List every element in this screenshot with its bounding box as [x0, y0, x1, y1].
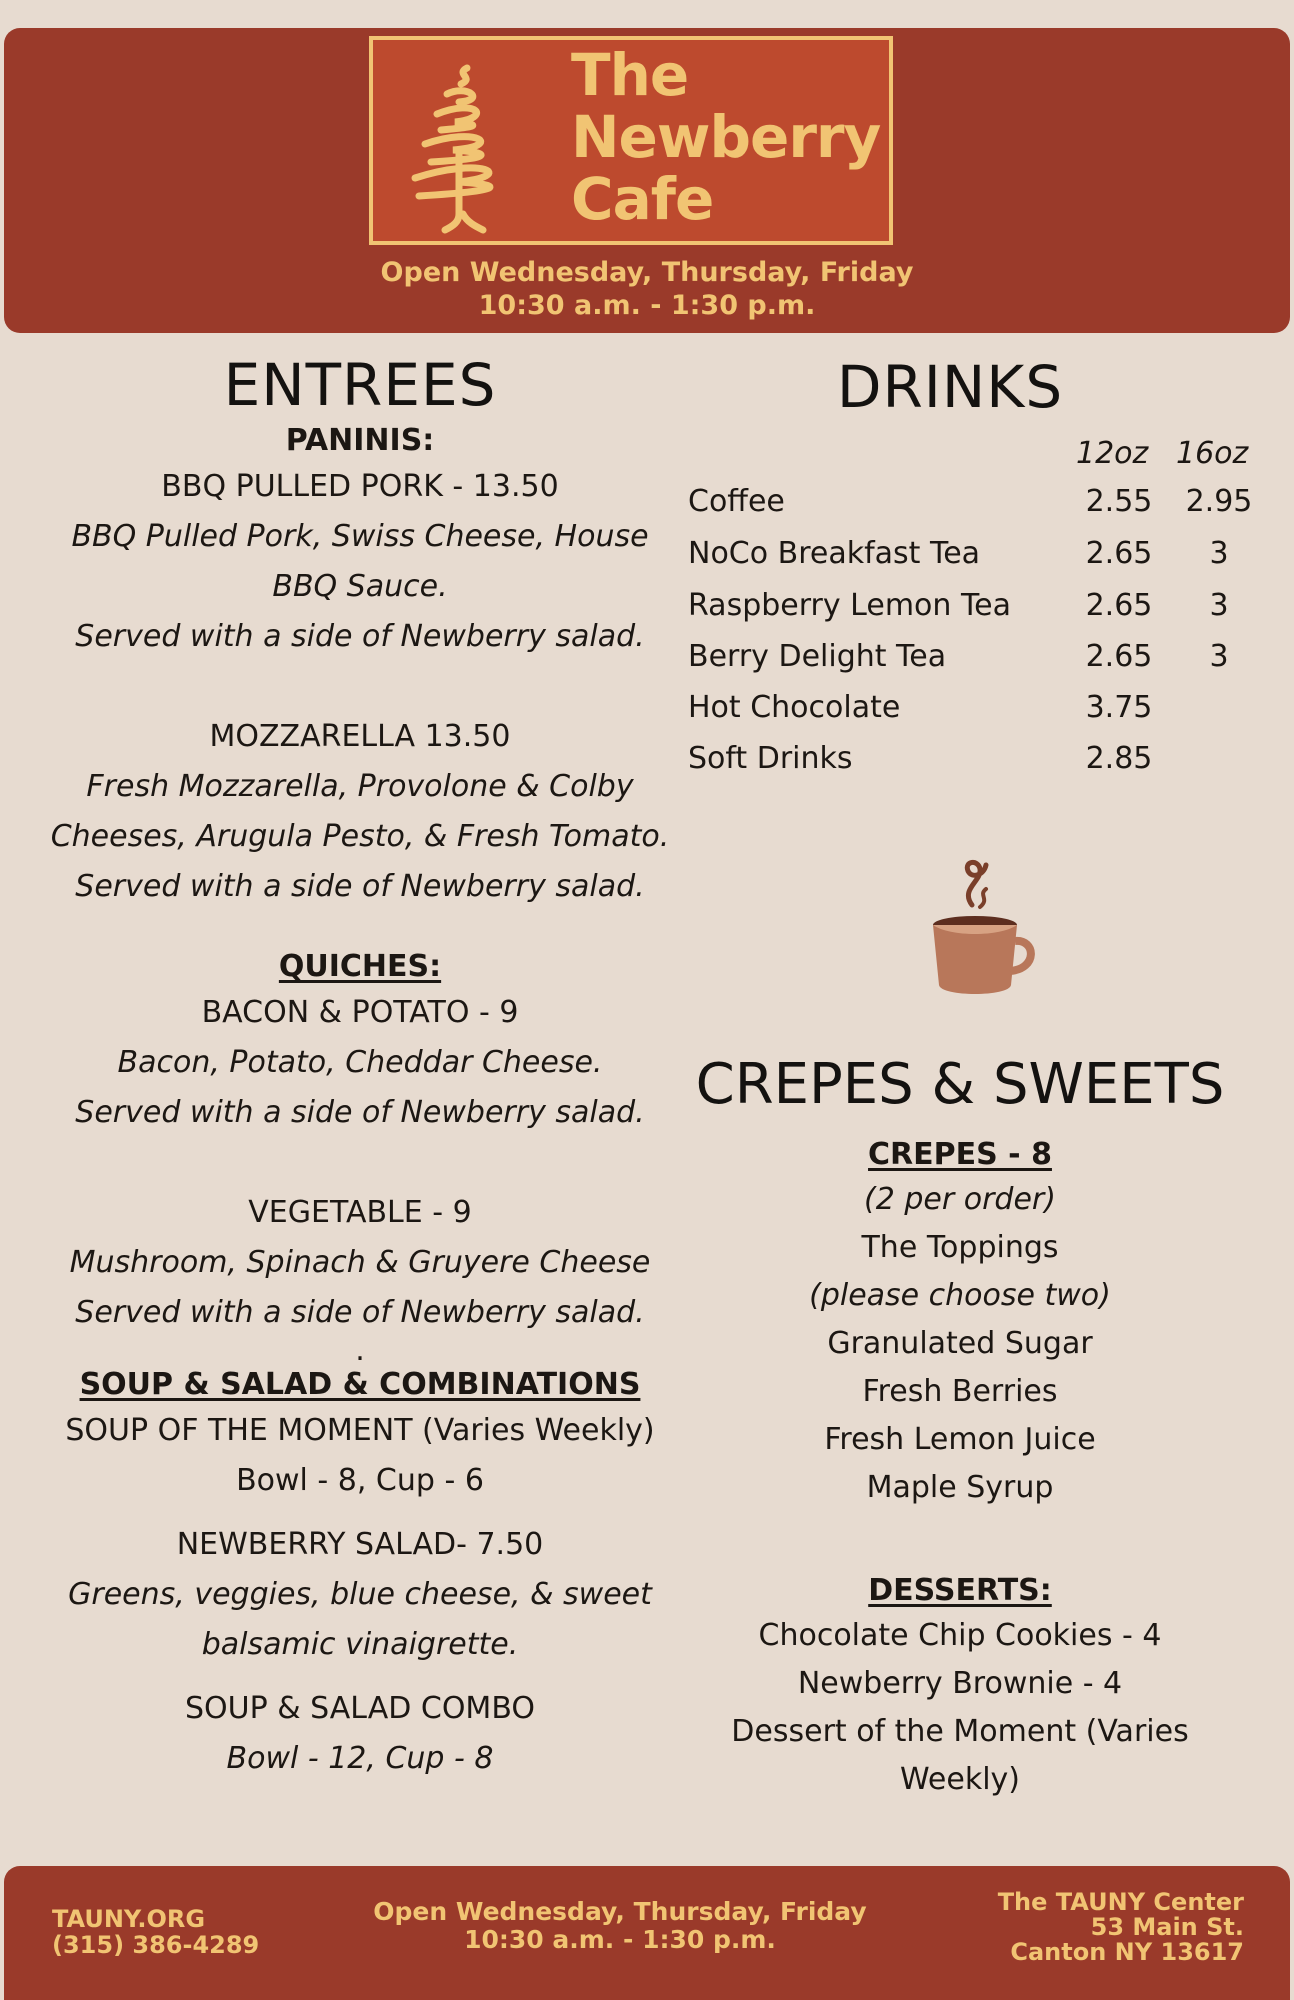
panini-1-desc-1: BBQ Pulled Pork, Swiss Cheese, House	[71, 519, 649, 554]
panini-1-name: BBQ PULLED PORK - 13.50	[161, 469, 559, 504]
drink-name: NoCo Breakfast Tea	[688, 536, 981, 571]
quiche-1-side: Served with a side of Newberry salad.	[75, 1095, 645, 1130]
topping-item: Maple Syrup	[866, 1470, 1054, 1505]
drink-price-16oz: 3	[1209, 588, 1229, 623]
panini-2-name: MOZZARELLA 13.50	[209, 719, 511, 754]
quiche-2-name: VEGETABLE - 9	[248, 1195, 472, 1230]
footer-phone[interactable]: (315) 386-4289	[52, 1931, 260, 1959]
entrees-title: ENTREES	[223, 351, 497, 419]
header-hours-time: 10:30 a.m. - 1:30 p.m.	[478, 290, 816, 321]
panini-1-side: Served with a side of Newberry salad.	[75, 619, 645, 654]
pine-tree-icon	[397, 54, 527, 234]
combo-price: Bowl - 12, Cup - 8	[226, 1741, 494, 1776]
panini-2-desc-1: Fresh Mozzarella, Provolone & Colby	[86, 769, 634, 804]
quiches-heading: QUICHES:	[278, 949, 442, 984]
salad-desc-2: balsamic vinaigrette.	[201, 1627, 519, 1662]
footer-contact	[52, 1906, 259, 1958]
drink-price-16oz: 3	[1209, 639, 1229, 674]
drink-name: Raspberry Lemon Tea	[688, 588, 1012, 623]
size-header-16oz: 16oz	[1176, 436, 1249, 471]
drink-price-12oz: 2.85	[1085, 741, 1153, 776]
drink-price-12oz: 2.55	[1085, 484, 1153, 519]
salad-name: NEWBERRY SALAD- 7.50	[176, 1527, 544, 1562]
crepes-sweets-title: CREPES & SWEETS	[695, 1052, 1225, 1117]
crepes-sweets-section	[670, 1050, 1250, 1804]
drink-name: Hot Chocolate	[688, 690, 901, 725]
footer-hours-time: 10:30 a.m. - 1:30 p.m.	[464, 1925, 776, 1954]
topping-item: Granulated Sugar	[827, 1326, 1093, 1361]
dessert-item: Chocolate Chip Cookies - 4	[758, 1618, 1162, 1653]
quiche-1-desc: Bacon, Potato, Cheddar Cheese.	[117, 1045, 603, 1080]
footer-website[interactable]: TAUNY.ORG	[52, 1905, 206, 1933]
soup-salad-heading: SOUP & SALAD & COMBINATIONS	[79, 1367, 641, 1402]
drink-row	[688, 741, 1248, 793]
footer-hours-days: Open Wednesday, Thursday, Friday	[373, 1897, 867, 1926]
quiche-2-desc: Mushroom, Spinach & Gruyere Cheese	[69, 1245, 651, 1280]
drink-row	[688, 690, 1248, 742]
panini-2-side: Served with a side of Newberry salad.	[75, 869, 645, 904]
drink-row	[688, 536, 1248, 588]
drink-price-12oz: 2.65	[1085, 536, 1153, 571]
footer-hours	[360, 1898, 880, 1954]
drink-name: Soft Drinks	[688, 741, 853, 776]
topping-item: Fresh Berries	[862, 1374, 1058, 1409]
soup-price: Bowl - 8, Cup - 6	[236, 1463, 484, 1498]
header-hours-days: Open Wednesday, Thursday, Friday	[380, 257, 914, 288]
drinks-section	[670, 350, 1270, 796]
footer-street: 53 Main St.	[1090, 1913, 1244, 1941]
coffee-cup-icon	[920, 845, 1040, 1005]
cafe-logo	[369, 36, 893, 245]
drink-name: Coffee	[688, 484, 785, 519]
logo-wordmark	[571, 41, 881, 233]
logo-line-1: The	[571, 41, 689, 109]
toppings-choose: (please choose two)	[809, 1278, 1111, 1313]
drinks-title: DRINKS	[836, 353, 1064, 421]
quiche-1-name: BACON & POTATO - 9	[201, 995, 519, 1030]
entrees-section	[30, 350, 690, 1784]
drink-row	[688, 588, 1248, 640]
footer-venue: The TAUNY Center	[997, 1888, 1244, 1916]
drink-price-12oz: 2.65	[1085, 639, 1153, 674]
drink-price-12oz: 3.75	[1085, 690, 1153, 725]
drink-price-16oz: 3	[1209, 536, 1229, 571]
soup-name: SOUP OF THE MOMENT (Varies Weekly)	[65, 1413, 655, 1448]
panini-1-desc-2: BBQ Sauce.	[272, 569, 448, 604]
salad-desc-1: Greens, veggies, blue cheese, & sweet	[68, 1577, 652, 1612]
desserts-heading: DESSERTS:	[868, 1573, 1052, 1608]
toppings-label: The Toppings	[861, 1230, 1059, 1265]
header-hours	[0, 256, 1294, 322]
size-header-12oz: 12oz	[1076, 436, 1149, 471]
logo-line-3: Cafe	[571, 165, 714, 233]
logo-line-2: Newberry	[571, 103, 881, 171]
drink-name: Berry Delight Tea	[688, 639, 947, 674]
footer-city: Canton NY 13617	[1010, 1938, 1244, 1966]
crepes-heading: CREPES - 8	[868, 1137, 1052, 1172]
paninis-heading: PANINIS:	[285, 423, 435, 458]
separator-dot: .	[355, 1333, 365, 1368]
drink-price-16oz: 2.95	[1185, 484, 1253, 519]
crepes-per-order: (2 per order)	[864, 1182, 1056, 1217]
drink-row	[688, 484, 1253, 536]
footer-address	[998, 1890, 1244, 1965]
combo-name: SOUP & SALAD COMBO	[185, 1691, 535, 1726]
drinks-table	[670, 436, 1270, 796]
quiche-2-side: Served with a side of Newberry salad.	[75, 1295, 645, 1330]
topping-item: Fresh Lemon Juice	[824, 1422, 1096, 1457]
dessert-item: Newberry Brownie - 4	[797, 1666, 1123, 1701]
panini-2-desc-2: Cheeses, Arugula Pesto, & Fresh Tomato.	[50, 819, 670, 854]
drink-row	[688, 639, 1248, 691]
dessert-item: Dessert of the Moment (Varies Weekly)	[731, 1714, 1189, 1797]
drink-price-12oz: 2.65	[1085, 588, 1153, 623]
